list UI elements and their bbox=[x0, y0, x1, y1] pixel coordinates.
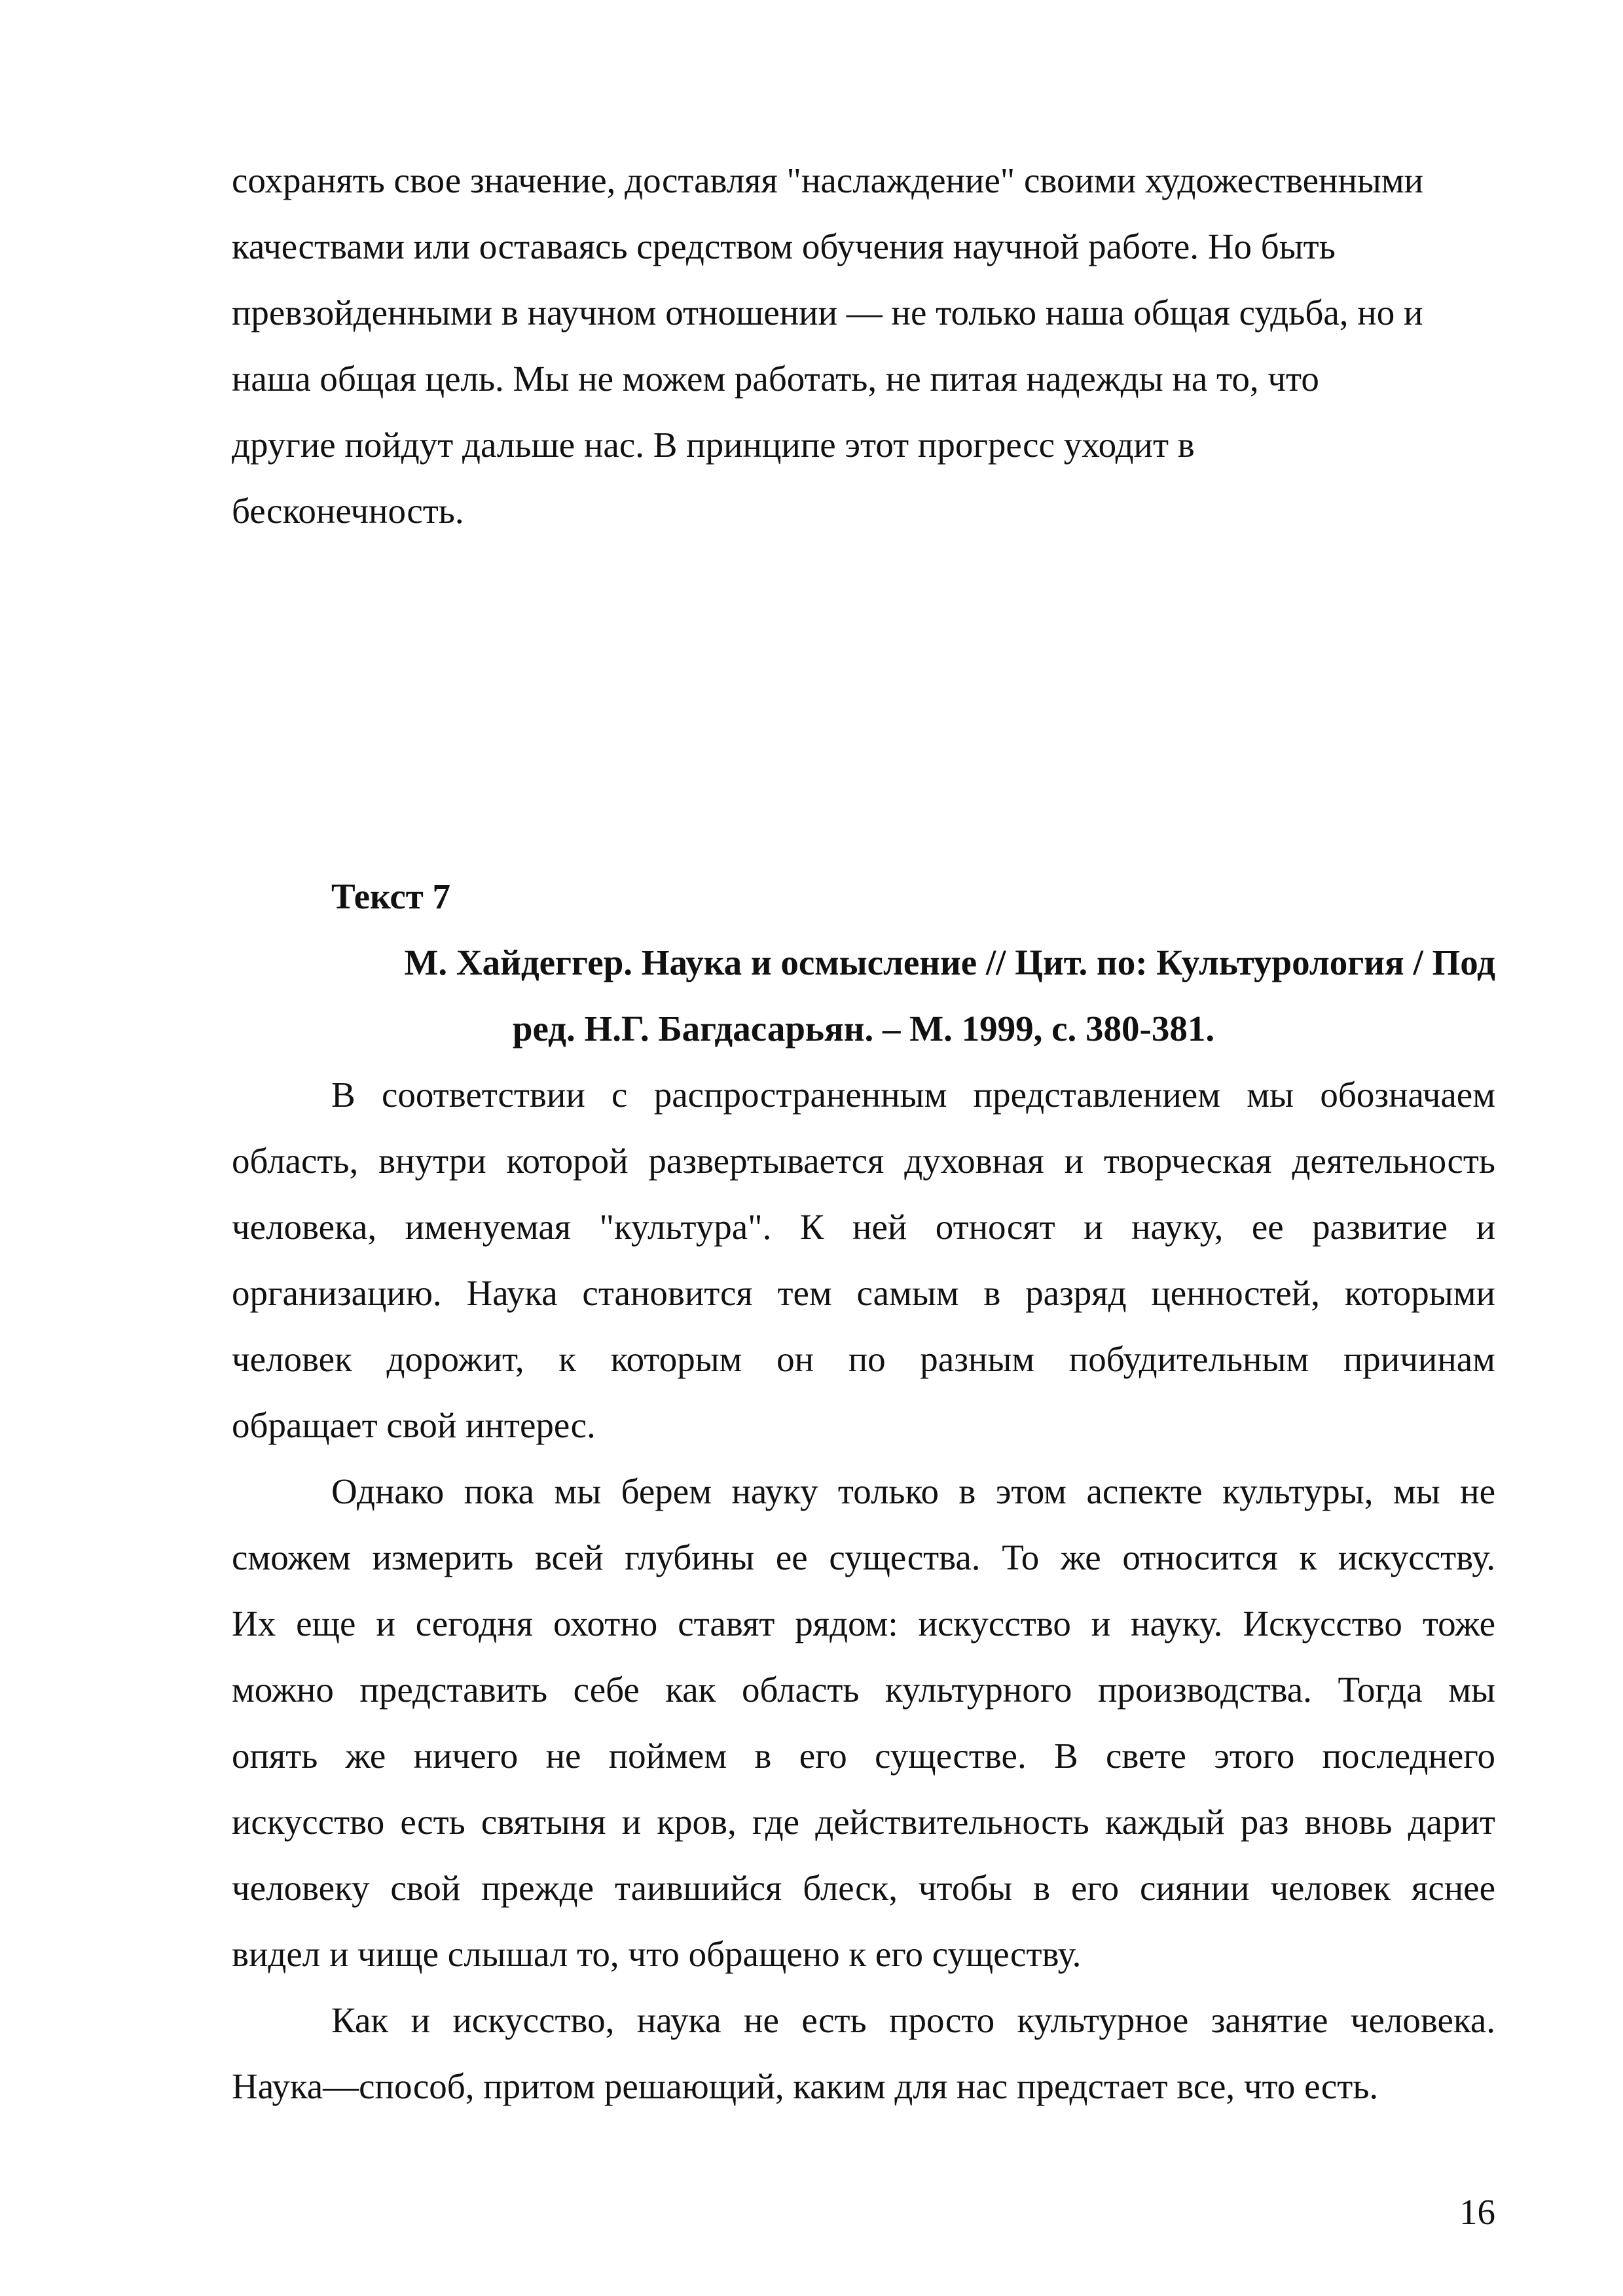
citation-heading bbox=[232, 929, 1495, 1062]
paragraph-2 bbox=[232, 1458, 1495, 1987]
citation-line: ред. Н.Г. Багдасарьян. – М. 1999, с. 380-381. bbox=[512, 1009, 1215, 1049]
text-line: обращает свой интерес. bbox=[232, 1405, 596, 1445]
text-line: качествами или оставаясь средством обучения научной работе. Но быть bbox=[232, 226, 1336, 266]
text-line: человек дорожит, к которым он по разным побудительным причинам bbox=[232, 1339, 1495, 1379]
continuation-paragraph bbox=[232, 147, 1495, 544]
text-line: другие пойдут дальше нас. В принципе этот прогресс уходит в bbox=[232, 425, 1195, 465]
section-title: Текст 7 bbox=[331, 876, 450, 916]
text-line: превзойденными в научном отношении — не только наша общая судьба, но и bbox=[232, 293, 1423, 332]
page-number: 16 bbox=[1459, 2192, 1495, 2232]
text-line: Наука—способ, притом решающий, каким для нас предстает все, что есть. bbox=[232, 2066, 1379, 2106]
text-line: наша общая цель. Мы не можем работать, не питая надежды на то, что bbox=[232, 359, 1319, 399]
text-line: сохранять свое значение, доставляя "наслаждение" своими художественными bbox=[232, 160, 1424, 200]
text-line: сможем измерить всей глубины ее существа. То же относится к искусству. bbox=[232, 1537, 1495, 1577]
text-line: В соответствии с распространенным представлением мы обозначаем bbox=[331, 1075, 1495, 1115]
text-line: Однако пока мы берем науку только в этом аспекте культуры, мы не bbox=[331, 1471, 1495, 1511]
text-line: организацию. Наука становится тем самым в разряд ценностей, которыми bbox=[232, 1273, 1495, 1313]
body-text bbox=[232, 1062, 1495, 2119]
text-line: Их еще и сегодня охотно ставят рядом: искусство и науку. Искусство тоже bbox=[232, 1604, 1495, 1643]
text-line: можно представить себе как область культурного производства. Тогда мы bbox=[232, 1670, 1495, 1710]
text-line: опять же ничего не поймем в его существе. В свете этого последнего bbox=[232, 1736, 1495, 1776]
paragraph-3 bbox=[232, 1987, 1495, 2119]
citation-line: М. Хайдеггер. Наука и осмысление // Цит. по: Культурология / Под bbox=[404, 942, 1495, 982]
paragraph-1 bbox=[232, 1062, 1495, 1458]
text-line: область, внутри которой развертывается духовная и творческая деятельность bbox=[232, 1141, 1495, 1181]
text-line: человека, именуемая "культура". К ней относят и науку, ее развитие и bbox=[232, 1207, 1495, 1247]
text-line: Как и искусство, наука не есть просто культурное занятие человека. bbox=[331, 2000, 1495, 2040]
text-line: видел и чище слышал то, что обращено к его существу. bbox=[232, 1934, 1082, 1974]
text-line: искусство есть святыня и кров, где действительность каждый раз вновь дарит bbox=[232, 1802, 1495, 1842]
text-line: человеку свой прежде таившийся блеск, чтобы в его сиянии человек яснее bbox=[232, 1868, 1495, 1908]
text-line: бесконечность. bbox=[232, 491, 464, 531]
